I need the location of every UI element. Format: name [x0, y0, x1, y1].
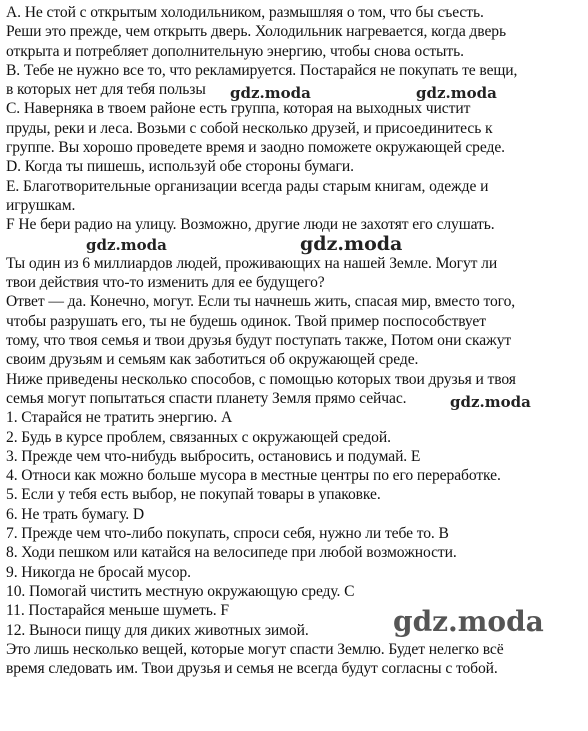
text-line: Реши это прежде, чем открыть дверь. Холодильник нагревается, когда дверь	[6, 23, 506, 41]
text-line: Ты один из 6 миллиардов людей, проживающих на нашей Земле. Могут ли	[6, 254, 498, 272]
text-line: Ниже приведены несколько способов, с помощью которых твои друзья и твоя	[6, 370, 516, 388]
watermark: gdz.moda	[450, 393, 531, 411]
text-line: своим друзьям и семьям как заботиться об окружающей среде.	[6, 351, 419, 369]
text-line: E. Благотворительные организации всегда рады старым книгам, одежде и	[6, 177, 489, 195]
list-item: 7. Прежде чем что-либо покупать, спроси себя, нужно ли тебе то. B	[6, 525, 449, 543]
watermark: gdz.moda	[416, 84, 497, 102]
text-line: C. Наверняка в твоем районе есть группа, которая на выходных чистит	[6, 100, 471, 118]
list-item: 6. Не трать бумагу. D	[6, 505, 145, 523]
text-line: пруды, реки и леса. Возьми с собой несколько друзей, и присоединитесь к	[6, 119, 493, 137]
text-line: Ответ — да. Конечно, могут. Если ты начнешь жить, спасая мир, вместо того,	[6, 293, 516, 311]
list-item: 1. Старайся не тратить энергию. A	[6, 409, 233, 427]
text-line: D. Когда ты пишешь, используй обе стороны бумаги.	[6, 158, 354, 176]
list-item: 4. Относи как можно больше мусора в местные центры по его переработке.	[6, 467, 501, 485]
text-line: A. Не стой с открытым холодильником, размышляя о том, что бы съесть.	[6, 4, 484, 21]
list-item: 2. Будь в курсе проблем, связанных с окружающей средой.	[6, 428, 391, 446]
text-line: Это лишь несколько вещей, которые могут спасти Землю. Будет нелегко всё	[6, 640, 504, 658]
text-line: B. Тебе не нужно все то, что рекламируется. Постарайся не покупать те вещи,	[6, 61, 518, 79]
text-line: тому, что твоя семья и твои друзья будут поступать также, Потом они скажут	[6, 332, 512, 350]
list-item: 5. Если у тебя есть выбор, не покупай товары в упаковке.	[6, 486, 381, 504]
watermark: gdz.moda	[300, 233, 403, 255]
text-line: F Не бери радио на улицу. Возможно, другие люди не захотят его слушать.	[6, 216, 495, 234]
list-item: 8. Ходи пешком или катайся на велосипеде при любой возможности.	[6, 544, 457, 562]
list-item: 10. Помогай чистить местную окружающую среду. C	[6, 582, 355, 600]
watermark: gdz.moda	[230, 84, 311, 102]
text-line: игрушкам.	[6, 196, 76, 214]
watermark: gdz.moda	[86, 236, 167, 254]
list-item: 9. Никогда не бросай мусор.	[6, 563, 191, 581]
text-line: чтобы разрушать его, ты не будешь одинок. Твой пример поспособствует	[6, 312, 486, 330]
list-item: 11. Постарайся меньше шуметь. F	[6, 602, 229, 620]
list-item: 3. Прежде чем что-нибудь выбросить, остановись и подумай. E	[6, 447, 421, 465]
text-line: твои действия что-то изменить для ее будущего?	[6, 274, 325, 292]
text-line: семья могут попытаться спасти планету Земля прямо сейчас.	[6, 389, 407, 407]
text-line: открыта и потребляет дополнительную энергию, чтобы снова остыть.	[6, 42, 464, 60]
document-body	[6, 3, 584, 678]
text-line: время следовать им. Твои друзья и семья не всегда будут согласны с тобой.	[6, 660, 498, 678]
list-item: 12. Выноси пищу для диких животных зимой.	[6, 621, 309, 639]
text-line: группе. Вы хорошо проведете время и заодно поможете окружающей среде.	[6, 139, 505, 157]
text-line: в которых нет для тебя пользы	[6, 81, 206, 99]
watermark: gdz.moda	[393, 605, 544, 638]
